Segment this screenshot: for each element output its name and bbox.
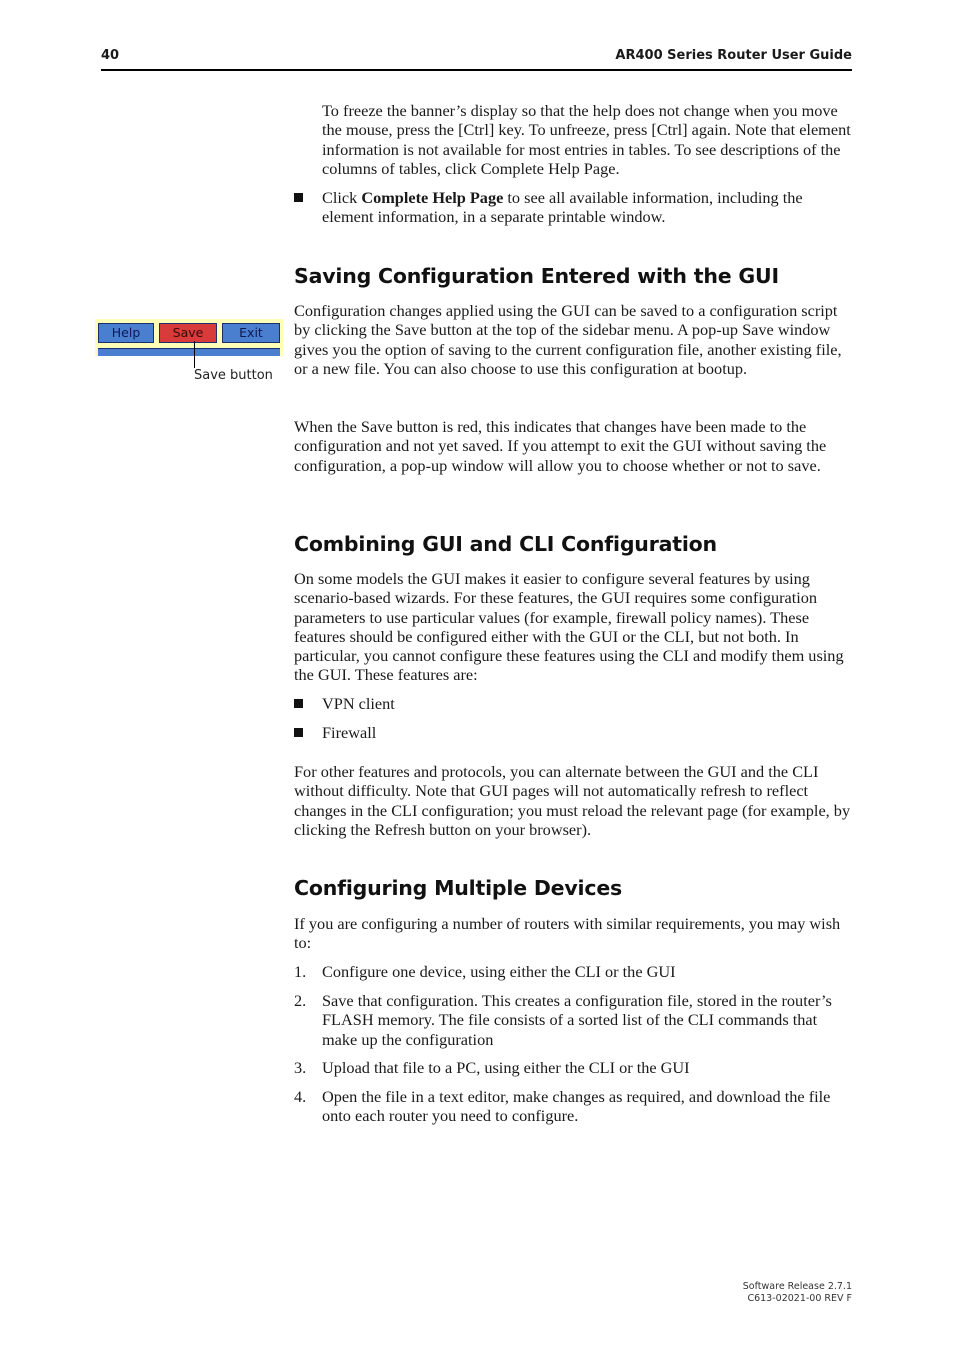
intro-bullet <box>322 188 852 227</box>
step-number: 1. <box>294 962 307 981</box>
step-item: Configure one device, using either the CLI or the GUI <box>322 962 676 981</box>
saving-paragraph-1: Configuration changes applied using the GUI can be saved to a configuration script by clicking the Save button at the top of the sidebar menu. A pop-up Save window gives you the option of saving to the current configuration file, another existing file, or a new file. You can also choose to use this configuration at bootup. <box>294 301 842 378</box>
step-number: 2. <box>294 991 307 1010</box>
combining-paragraph-1: On some models the GUI makes it easier to configure several features by using scenario-based wizards. For these features, the GUI requires some configuration parameters to use particular values (for example, firewall policy names). These features should be configured either with the GUI or the CLI, but not both. In particular, you cannot configure these features using the CLI and modify them using the GUI. These features are: <box>294 569 844 685</box>
figure-caption: Save button <box>194 368 273 383</box>
step-number: 4. <box>294 1087 307 1106</box>
save-button: Save <box>159 323 217 343</box>
step-number: 3. <box>294 1058 307 1077</box>
gui-sidebar-screenshot <box>95 319 283 356</box>
step-item: Save that configuration. This creates a configuration file, stored in the router’s FLASH memory. The file consists of a sorted list of the CLI commands that make up the configuration <box>322 991 832 1049</box>
help-button: Help <box>98 323 154 343</box>
page-footer <box>743 1281 852 1305</box>
sidebar-menu-bar <box>98 348 280 356</box>
page-number: 40 <box>101 48 120 63</box>
step-item: Open the file in a text editor, make changes as required, and download the file onto each router you need to configure. <box>322 1087 831 1126</box>
bullet-marker <box>294 193 303 202</box>
complete-help-page-term: Complete Help Page <box>361 188 504 207</box>
document-revision: C613-02021-00 REV F <box>747 1293 852 1304</box>
software-release: Software Release 2.7.1 <box>742 1281 852 1292</box>
step-item: Upload that file to a PC, using either the CLI or the GUI <box>322 1058 690 1077</box>
intro-bullet-suffix: to see all available information, including the element information, in a separate printable window. <box>322 188 803 227</box>
saving-paragraph-2: When the Save button is red, this indicates that changes have been made to the configuration and not yet saved. If you attempt to exit the GUI without saving the configuration, a pop-up window will allow you to choose whether or not to save. <box>294 417 827 475</box>
feature-bullet-firewall: Firewall <box>322 723 377 742</box>
combining-paragraph-2: For other features and protocols, you can alternate between the GUI and the CLI without difficulty. Note that GUI pages will not automatically refresh to reflect changes in the CLI configuration; you must reload the relevant page (for example, by clicking the Refresh button on your browser). <box>294 762 851 839</box>
callout-leader-line <box>194 341 195 368</box>
intro-paragraph: To freeze the banner’s display so that the help does not change when you move the mouse, press the [Ctrl] key. To unfreeze, press [Ctrl] again. Note that element information is not available for most entries in tables. To see descriptions of the columns of tables, click Complete Help Page. <box>322 101 851 178</box>
feature-bullet-vpn: VPN client <box>322 694 395 713</box>
bullet-marker <box>294 728 303 737</box>
multiple-paragraph-1: If you are configuring a number of routers with similar requirements, you may wish to: <box>294 914 841 953</box>
exit-button: Exit <box>222 323 280 343</box>
document-title: AR400 Series Router User Guide <box>615 48 852 63</box>
running-header <box>101 47 852 71</box>
heading-combining-gui-cli: Combining GUI and CLI Configuration <box>294 532 717 556</box>
bullet-marker <box>294 699 303 708</box>
heading-configuring-multiple-devices: Configuring Multiple Devices <box>294 876 623 900</box>
heading-saving-configuration: Saving Configuration Entered with the GUI <box>294 264 779 288</box>
intro-bullet-prefix: Click <box>322 188 362 207</box>
